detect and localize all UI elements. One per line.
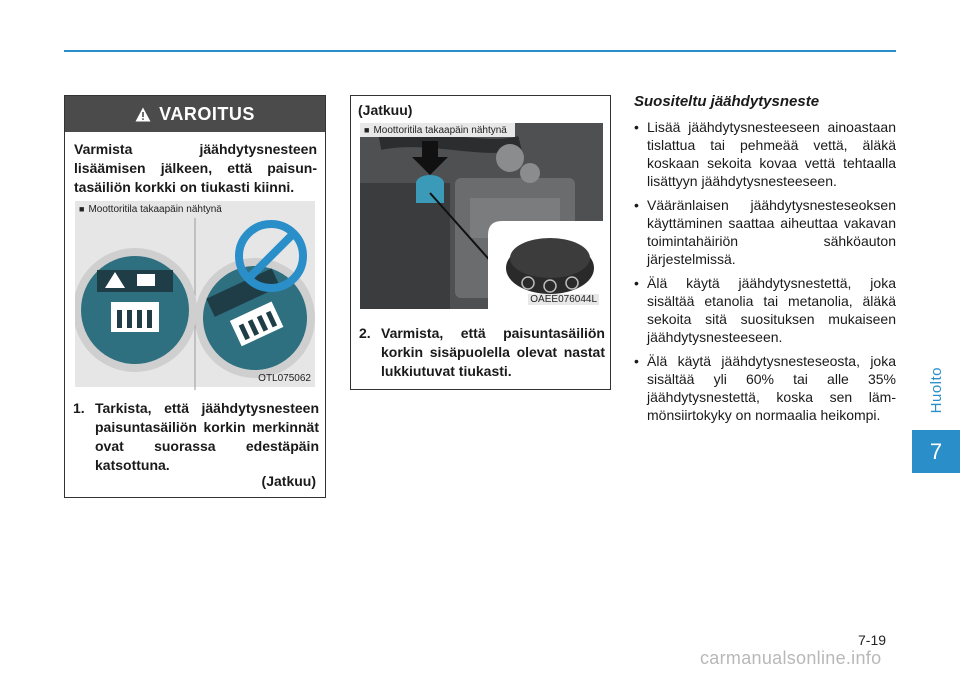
photo-caption: ■ Moottoritila takaapäin nähtynä <box>360 123 515 137</box>
step-2-text: Varmista, että paisuntasäiliön korkin sisäpuolella olevat nastat lukkiutuvat tiukasti. <box>381 325 605 379</box>
step-2-number: 2. <box>359 325 371 341</box>
chapter-tab[interactable]: 7 <box>912 430 960 473</box>
cap-figure <box>75 201 315 387</box>
page-number: 7-19 <box>858 632 887 648</box>
step-1-text: Tarkista, että jäähdytysnesteen paisuntasäiliön korkin merkinnät ovat suorassa edestäpäin katsottuna. <box>95 400 319 473</box>
bullet-item: • Älä käytä jäähdytysnestettä, joka sisältää etanolia tai metanolia, äläkä sekoita sitä suosituksen mukaiseen jäähdytysnesteeseen. <box>634 274 896 346</box>
warning-lead-text: Varmista jäähdytysnesteen lisäämisen jälkeen, että paisuntasäiliön korkki on tiukasti kiinni. <box>74 141 317 195</box>
warning-header <box>65 96 325 132</box>
warning-triangle-icon <box>135 107 151 122</box>
radiator-cap-illustration <box>75 218 315 390</box>
step-2 <box>359 324 605 381</box>
warning-box <box>64 95 326 498</box>
continued-label: (Jatkuu) <box>261 473 316 489</box>
watermark: carmanualsonline.info <box>700 648 882 668</box>
bullet-item: • Älä käytä jäähdytysnesteseosta, joka sisältää yli 60% tai alle 35% jäähdytysnestettä, koska sen lämmönsiirtokyky on normaalia heikompi. <box>634 352 896 424</box>
section-side-label <box>912 350 960 430</box>
engine-bay-illustration <box>360 123 603 309</box>
step-1-number: 1. <box>73 400 85 416</box>
bullet-item: • Lisää jäähdytysnesteeseen ainoastaan tislattua tai pehmeää vettä, äläkä koskaan sekoita kovaa vettä tehtaalla lisättyyn jäähdytysnesteeseen. <box>634 118 896 190</box>
section-label-text: Huolto <box>927 366 945 414</box>
coolant-bullet-list <box>634 118 896 424</box>
photo-code: OAEE076044L <box>530 294 597 305</box>
figure-code: OTL075062 <box>258 373 311 384</box>
section-title: Suositeltu jäähdytysneste <box>634 93 820 110</box>
step-1 <box>73 399 319 475</box>
figure-caption: ■ Moottoritila takaapäin nähtynä <box>75 201 315 218</box>
continued-heading: (Jatkuu) <box>358 102 413 118</box>
engine-bay-photo <box>360 123 603 309</box>
recommended-coolant-section <box>634 93 896 430</box>
header-rule <box>64 50 896 52</box>
bullet-item: • Vääränlaisen jäähdytysnesteseoksen käyttäminen saattaa aiheuttaa vakavan toimintahäiriön sähköauton järjestelmissä. <box>634 196 896 268</box>
warning-title: VAROITUS <box>159 103 255 124</box>
continued-box <box>350 95 611 390</box>
